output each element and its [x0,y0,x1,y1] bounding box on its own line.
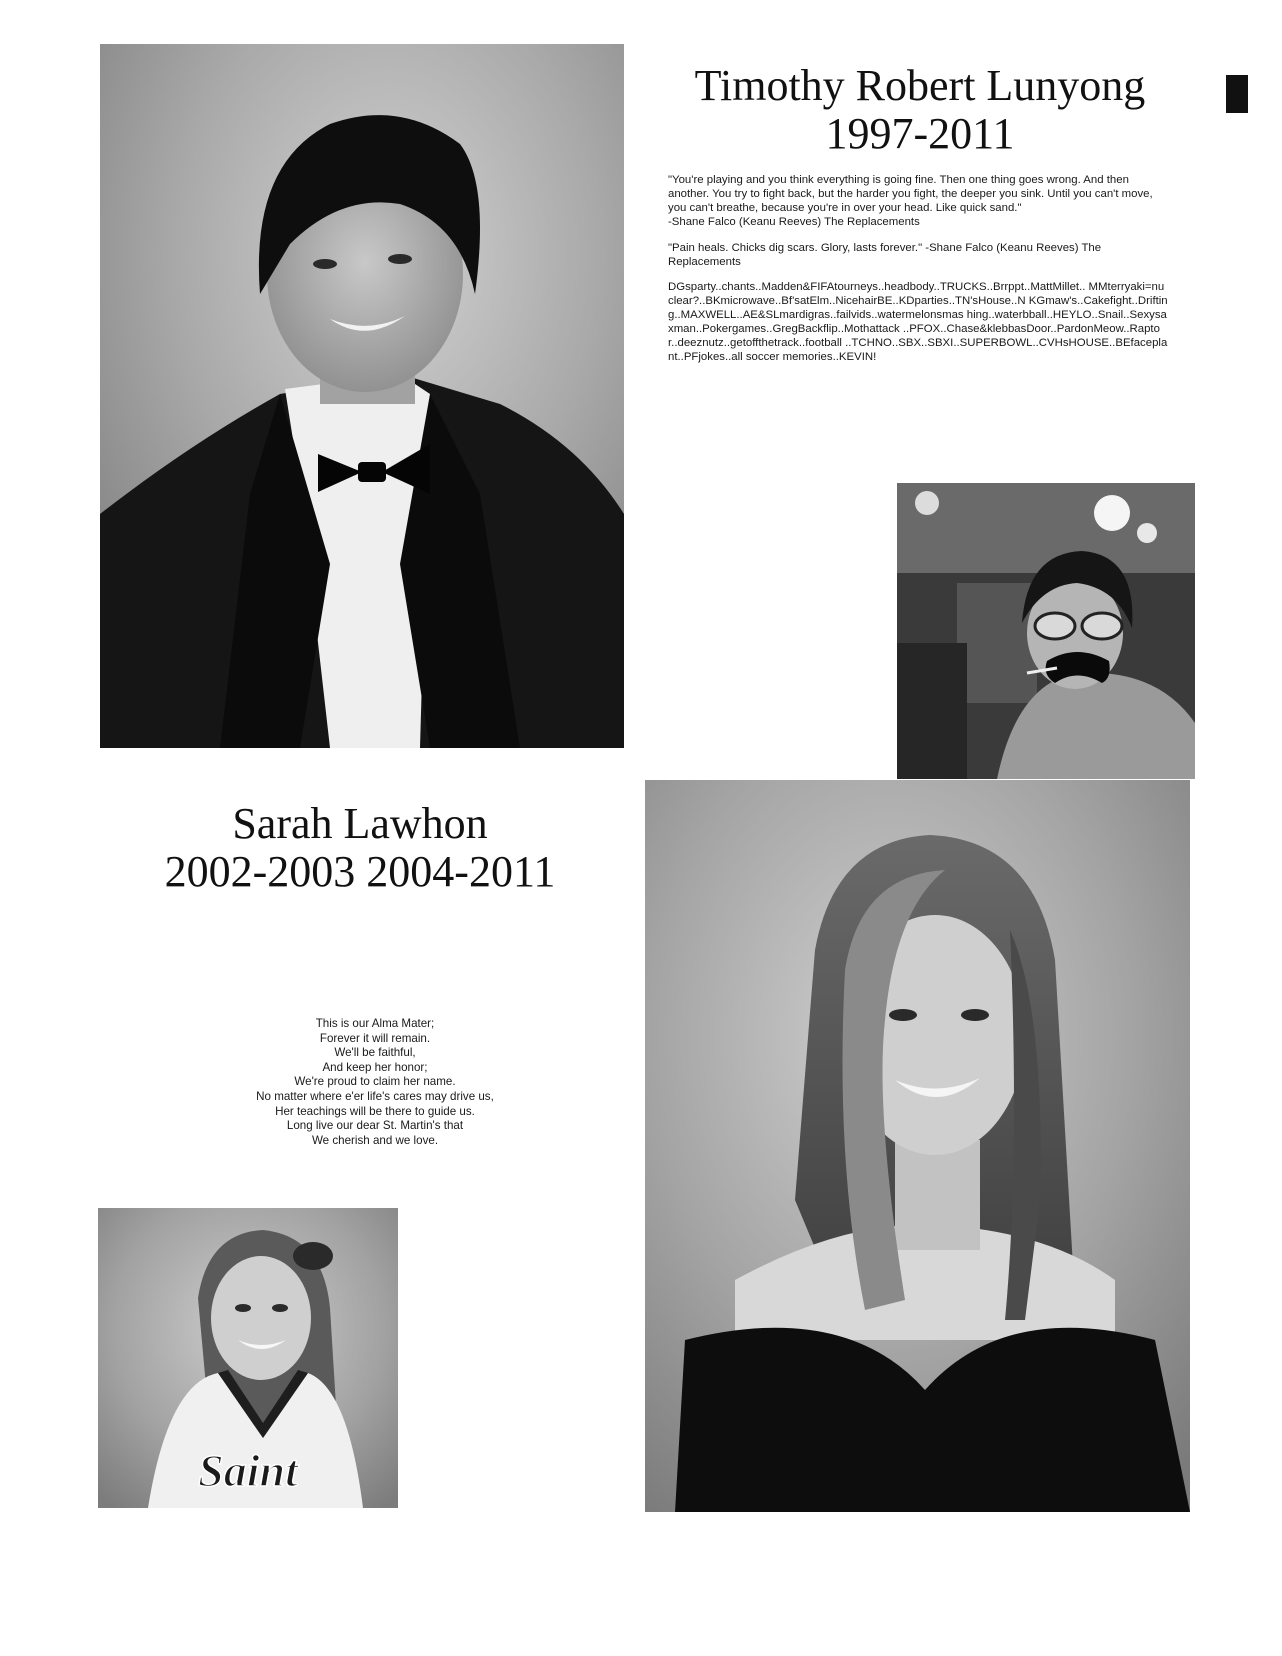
poem-line: This is our Alma Mater; [315,1017,435,1030]
timothy-quotes [668,174,1168,377]
timothy-formal-portrait [100,44,624,748]
timothy-name: Timothy Robert Lunyong [694,61,1146,110]
jersey-lettering: Saint [198,1445,298,1496]
timothy-memories: DGsparty..chants..Madden&FIFAtourneys..headbody..TRUCKS..Brrppt..MattMillet.. MMterryaki=nuclear?..BKmicrowave..Bf'satElm..NicehairBE..KDparties..TN'sHouse..N KGmaw's..Cakefight..Drifting..MAXWELL..AE&SLmardigras..failvids..watermelonsmas hing..waterbball..HEYLO..Snail..Sexysaxman..Pokergames..GregBackflip..Mothattack ..PFOX..Chase&klebbasDoor..PardonMeow..Raptor..deeznutz..getoffthetrack..football ..TCHNO..SBX..SBXI..SUPERBOWL..CVHsHOUSE..BEfaceplant..PFjokes..all soccer memories..KEVIN! [668,281,1168,363]
sarah-years: 2002-2003 2004-2011 [164,846,556,896]
sarah-name: Sarah Lawhon [232,799,488,848]
alma-mater-poem [225,1017,525,1148]
timothy-quote-2: "Pain heals. Chicks dig scars. Glory, lasts forever." -Shane Falco (Keanu Reeves) The Replacements [668,241,1102,268]
poem-line: We cherish and we love. [311,1133,439,1147]
poem-line: Long live our dear St. Martin's that [286,1119,464,1133]
timothy-candid-photo [897,483,1195,779]
poem-line: Her teachings will be there to guide us. [275,1104,475,1118]
poem-line: No matter where e'er life's cares may drive us, [256,1089,494,1103]
sarah-formal-portrait [645,780,1190,1512]
timothy-quote-1-attribution: -Shane Falco (Keanu Reeves) The Replacements [668,215,920,228]
sarah-cheer-photo [98,1208,398,1508]
timothy-quote-1-block [668,174,1168,230]
timothy-name-heading [650,62,1190,157]
poem-line: And keep her honor; [322,1060,428,1074]
page-edge-tab [1226,75,1248,113]
sarah-name-heading [130,800,590,895]
poem-line: We'll be faithful, [334,1046,416,1060]
poem-line: We're proud to claim her name. [294,1075,456,1089]
timothy-years: 1997-2011 [825,108,1015,158]
timothy-quote-1: "You're playing and you think everything is going fine. Then one thing goes wrong. And then another. You try to fight back, but the harder you fight, the deeper you sink. Until you can't move, you can't breathe, because you're in over your head. Like quick sand." [668,174,1153,214]
poem-line: Forever it will remain. [319,1031,431,1045]
